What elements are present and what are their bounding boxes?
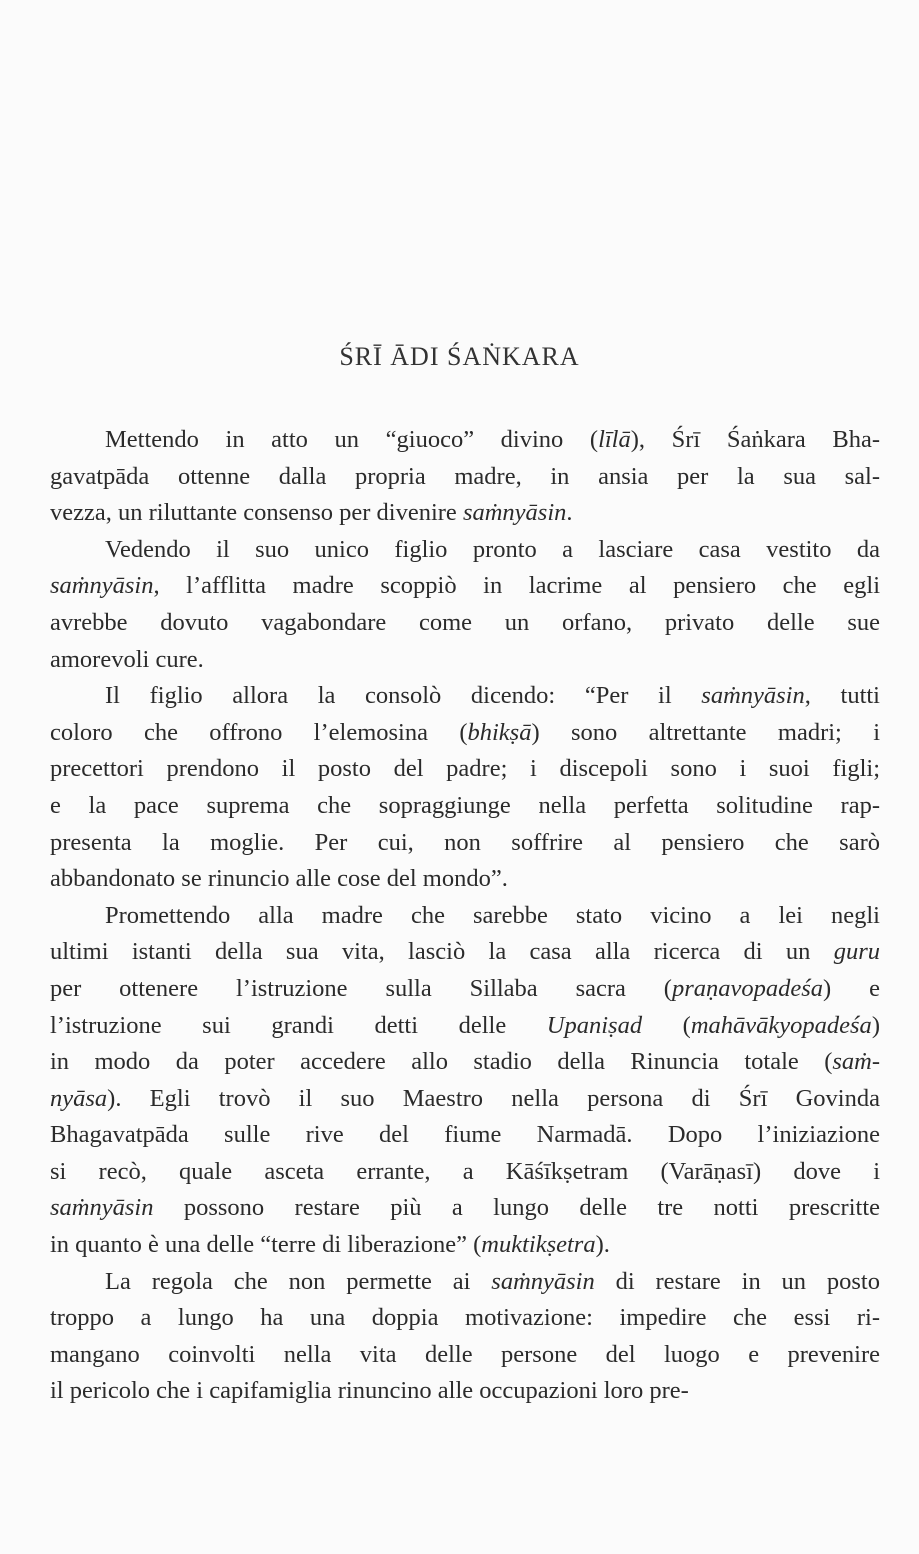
text-run: ).	[595, 1231, 610, 1259]
paragraph	[50, 898, 880, 1264]
text-line	[50, 861, 880, 898]
text-run: ) e	[823, 974, 880, 1002]
text-line	[50, 1190, 880, 1227]
italic-term: Upaniṣad	[546, 1011, 643, 1039]
text-run: presenta la moglie. Per cui, non soffrire al pensiero che sarò	[50, 828, 880, 856]
italic-term: saṁnyāsin	[491, 1267, 595, 1295]
text-run: ) sono altrettante madri; i	[531, 718, 880, 746]
text-run: si recò, quale asceta errante, a Kāśīkṣetram (Varāṇasī) dove i	[50, 1157, 880, 1185]
text-run: coloro che offrono l’elemosina (	[50, 718, 468, 746]
text-run: ). Egli trovò il suo Maestro nella persona di Śrī Govinda	[107, 1084, 880, 1112]
text-run: avrebbe dovuto vagabondare come un orfano, privato delle sue	[50, 608, 880, 636]
text-line	[50, 678, 880, 715]
text-line	[50, 934, 880, 971]
text-run: possono restare più a lungo delle tre notti prescritte	[153, 1194, 880, 1222]
text-line	[50, 568, 880, 605]
text-run: precettori prendono il posto del padre; i discepoli sono i suoi figli;	[50, 755, 880, 783]
text-line	[50, 642, 880, 679]
text-run: abbandonato se rinuncio alle cose del mondo”.	[50, 865, 508, 893]
text-line	[50, 605, 880, 642]
italic-term: mahāvākyopadeśa	[690, 1011, 872, 1039]
italic-term: saṁ-	[832, 1048, 880, 1076]
text-line	[50, 1300, 880, 1337]
text-run: ), Śrī Śaṅkara Bha-	[630, 426, 880, 453]
text-run: il pericolo che i capifamiglia rinuncino alle occupazioni loro pre-	[50, 1377, 689, 1405]
text-run: in quanto è una delle “terre di liberazione” (	[50, 1231, 482, 1259]
italic-term: saṁnyāsin	[462, 499, 567, 527]
italic-term: līlā	[598, 426, 631, 453]
text-run: Il figlio allora la consolò dicendo: “Per il	[105, 682, 702, 710]
text-run: gavatpāda ottenne dalla propria madre, in ansia per la sua sal-	[50, 462, 880, 490]
text-line	[50, 532, 880, 569]
text-line	[50, 1154, 880, 1191]
text-line	[50, 1044, 880, 1081]
text-run: , tutti	[804, 682, 880, 710]
body-text	[50, 422, 880, 1410]
text-run: )	[871, 1011, 880, 1039]
italic-term: bhikṣā	[467, 718, 532, 746]
italic-term: muktikṣetra	[481, 1231, 596, 1259]
italic-term: guru	[833, 938, 880, 966]
text-run: Mettendo in atto un “giuoco” divino (	[105, 426, 599, 453]
text-run: (	[642, 1011, 691, 1039]
text-run: ultimi istanti della sua vita, lasciò la casa alla ricerca di un	[50, 938, 834, 966]
italic-term: saṁnyāsin	[701, 682, 805, 710]
text-run: troppo a lungo ha una doppia motivazione: impedire che essi ri-	[50, 1304, 880, 1332]
text-line	[50, 788, 880, 825]
text-run: amorevoli cure.	[50, 645, 204, 673]
text-run: vezza, un riluttante consenso per divenire	[50, 499, 463, 527]
text-run: e la pace suprema che sopraggiunge nella perfetta solitudine rap-	[50, 791, 880, 819]
text-line	[50, 1227, 880, 1264]
text-run: per ottenere l’istruzione sulla Sillaba sacra (	[50, 974, 672, 1002]
text-line	[50, 715, 880, 752]
italic-term: saṁnyāsin	[50, 572, 154, 600]
italic-term: saṁnyāsin	[50, 1194, 154, 1222]
text-line	[50, 459, 880, 496]
text-line	[50, 422, 880, 459]
italic-term: nyāsa	[50, 1084, 108, 1112]
text-line	[50, 1117, 880, 1154]
text-run: La regola che non permette ai	[105, 1267, 492, 1295]
text-run: , l’afflitta madre scoppiò in lacrime al pensiero che egli	[153, 572, 880, 600]
text-line	[50, 825, 880, 862]
text-line	[50, 1264, 880, 1301]
text-line	[50, 1081, 880, 1118]
paragraph	[50, 678, 880, 898]
text-line	[50, 1337, 880, 1374]
text-run: Promettendo alla madre che sarebbe stato vicino a lei negli	[105, 901, 880, 929]
text-line	[50, 495, 880, 532]
text-run: in modo da poter accedere allo stadio della Rinuncia totale (	[50, 1048, 833, 1076]
text-line	[50, 898, 880, 935]
italic-term: praṇavopadeśa	[671, 974, 824, 1002]
text-line	[50, 1373, 880, 1410]
text-run: .	[566, 499, 573, 527]
text-line	[50, 1008, 880, 1045]
text-run: Vedendo il suo unico figlio pronto a lasciare casa vestito da	[105, 535, 880, 563]
text-run: Bhagavatpāda sulle rive del fiume Narmadā. Dopo l’iniziazione	[50, 1121, 880, 1149]
text-run: mangano coinvolti nella vita delle persone del luogo e prevenire	[50, 1340, 880, 1368]
text-run: l’istruzione sui grandi detti delle	[50, 1011, 547, 1039]
text-line	[50, 751, 880, 788]
chapter-title: ŚRĪ ĀDI ŚAṄKARA	[339, 342, 580, 371]
paragraph	[50, 422, 880, 532]
paragraph	[50, 1264, 880, 1410]
paragraph	[50, 532, 880, 678]
text-run: di restare in un posto	[594, 1267, 880, 1295]
text-line	[50, 971, 880, 1008]
